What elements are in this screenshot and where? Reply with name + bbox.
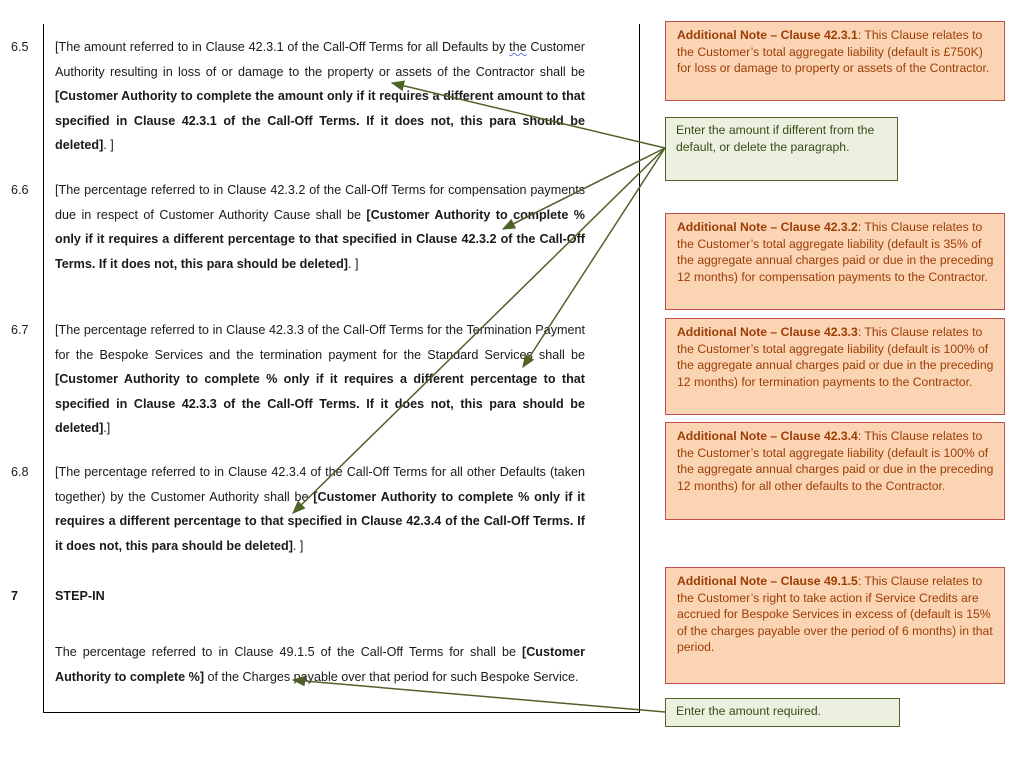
fill-in-instruction: [Customer Authority to complete % only if it requires a different percentage to that specified in Clause 42.3.2 of the Call-Off Terms. If it does not, this para should be deleted]	[55, 207, 585, 271]
note-title: Additional Note – Clause 42.3.2	[677, 220, 858, 234]
paragraph-text: [The amount referred to in Clause 42.3.1 of the Call-Off Terms for all Defaults by	[55, 40, 510, 54]
arrow-to-6-8	[293, 148, 665, 513]
section-number: 7	[11, 589, 19, 603]
note-text: : This Clause relates to the Customer’s total aggregate liability (default is 35% of the aggregate annual charges paid or due in the preceding 12 months) for compensation payments to the Contractor.	[677, 220, 994, 284]
note-text: : This Clause relates to the Customer’s total aggregate liability (default is 100% of the aggregate annual charges paid or due in the preceding 12 months) for termination payments to the Contractor.	[677, 325, 994, 389]
paragraph-number: 6.7	[11, 323, 29, 337]
instruction-amount-required: Enter the amount required.	[665, 698, 900, 727]
note-text: : This Clause relates to the Customer’s total aggregate liability (default is £750K) for loss or damage to property or assets of the Contractor.	[677, 28, 990, 76]
note-text: : This Clause relates to the Customer’s right to take action if Service Credits are accrued for Bespoke Services in excess of (default is 15% of the charges payable over the period of 6 months) in that period.	[677, 574, 993, 655]
paragraph-number: 6.8	[11, 465, 29, 479]
note-text: : This Clause relates to the Customer’s total aggregate liability (default is 100% of the aggregate annual charges paid or due in the preceding 12 months) for all other defaults to the Contractor.	[677, 429, 994, 493]
paragraph-text: .]	[103, 421, 111, 435]
paragraph-text: of the Charges payable over that period for such Bespoke Service.	[204, 669, 579, 684]
paragraph-text: . ]	[347, 256, 359, 271]
note-title: Additional Note – Clause 42.3.3	[677, 325, 858, 339]
section-title: STEP-IN	[55, 589, 105, 603]
arrow-to-6-6	[503, 148, 665, 229]
paragraph-text: [The percentage referred to in Clause 42.3.3 of the Call-Off Terms for the Termination Payment for the Bespoke Services and the termination payment for the Standard Services shall be	[55, 323, 585, 362]
spellcheck-flagged-word: the	[509, 40, 527, 54]
arrow-to-6-5	[392, 83, 665, 148]
paragraph-text: [The percentage referred to in Clause 42.3.4 of the Call-Off Terms for all other Defaults (taken together) by the Customer Authority shall be	[55, 465, 585, 504]
note-title: Additional Note – Clause 42.3.4	[677, 429, 858, 443]
fill-in-instruction: [Customer Authority to complete the amount only if it requires a different amount to that specified in Clause 42.3.1 of the Call-Off Terms. If it does not, this para should be deleted]	[55, 89, 585, 152]
paragraph-text: Customer Authority resulting in loss of or damage to the property or assets of the Contractor shall be	[55, 40, 585, 79]
fill-in-instruction: [Customer Authority to complete % only if it requires a different percentage to that specified in Clause 42.3.4 of the Call-Off Terms. If it does not, this para should be deleted]	[55, 489, 585, 553]
paragraph-number: 6.5	[11, 40, 29, 54]
paragraph-number: 6.6	[11, 183, 29, 197]
instruction-amount-if-different: Enter the amount if different from the default, or delete the paragraph.	[665, 117, 898, 181]
note-title: Additional Note – Clause 42.3.1	[677, 28, 858, 42]
arrow-to-step-in	[293, 680, 665, 712]
fill-in-instruction: [Customer Authority to complete %]	[55, 645, 585, 684]
paragraph-text: . ]	[103, 138, 114, 152]
fill-in-instruction: [Customer Authority to complete % only if it requires a different percentage to that specified in Clause 42.3.3 of the Call-Off Terms. If it does not, this para should be deleted]	[55, 372, 585, 435]
arrow-to-6-7	[523, 148, 665, 367]
paragraph-text: The percentage referred to in Clause 49.1.5 of the Call-Off Terms for shall be	[55, 645, 523, 659]
paragraph-text: [The percentage referred to in Clause 42.3.2 of the Call-Off Terms for compensation payments due in respect of Customer Authority Cause shall be	[55, 183, 585, 222]
note-title: Additional Note – Clause 49.1.5	[677, 574, 858, 588]
paragraph-text: . ]	[292, 538, 304, 553]
